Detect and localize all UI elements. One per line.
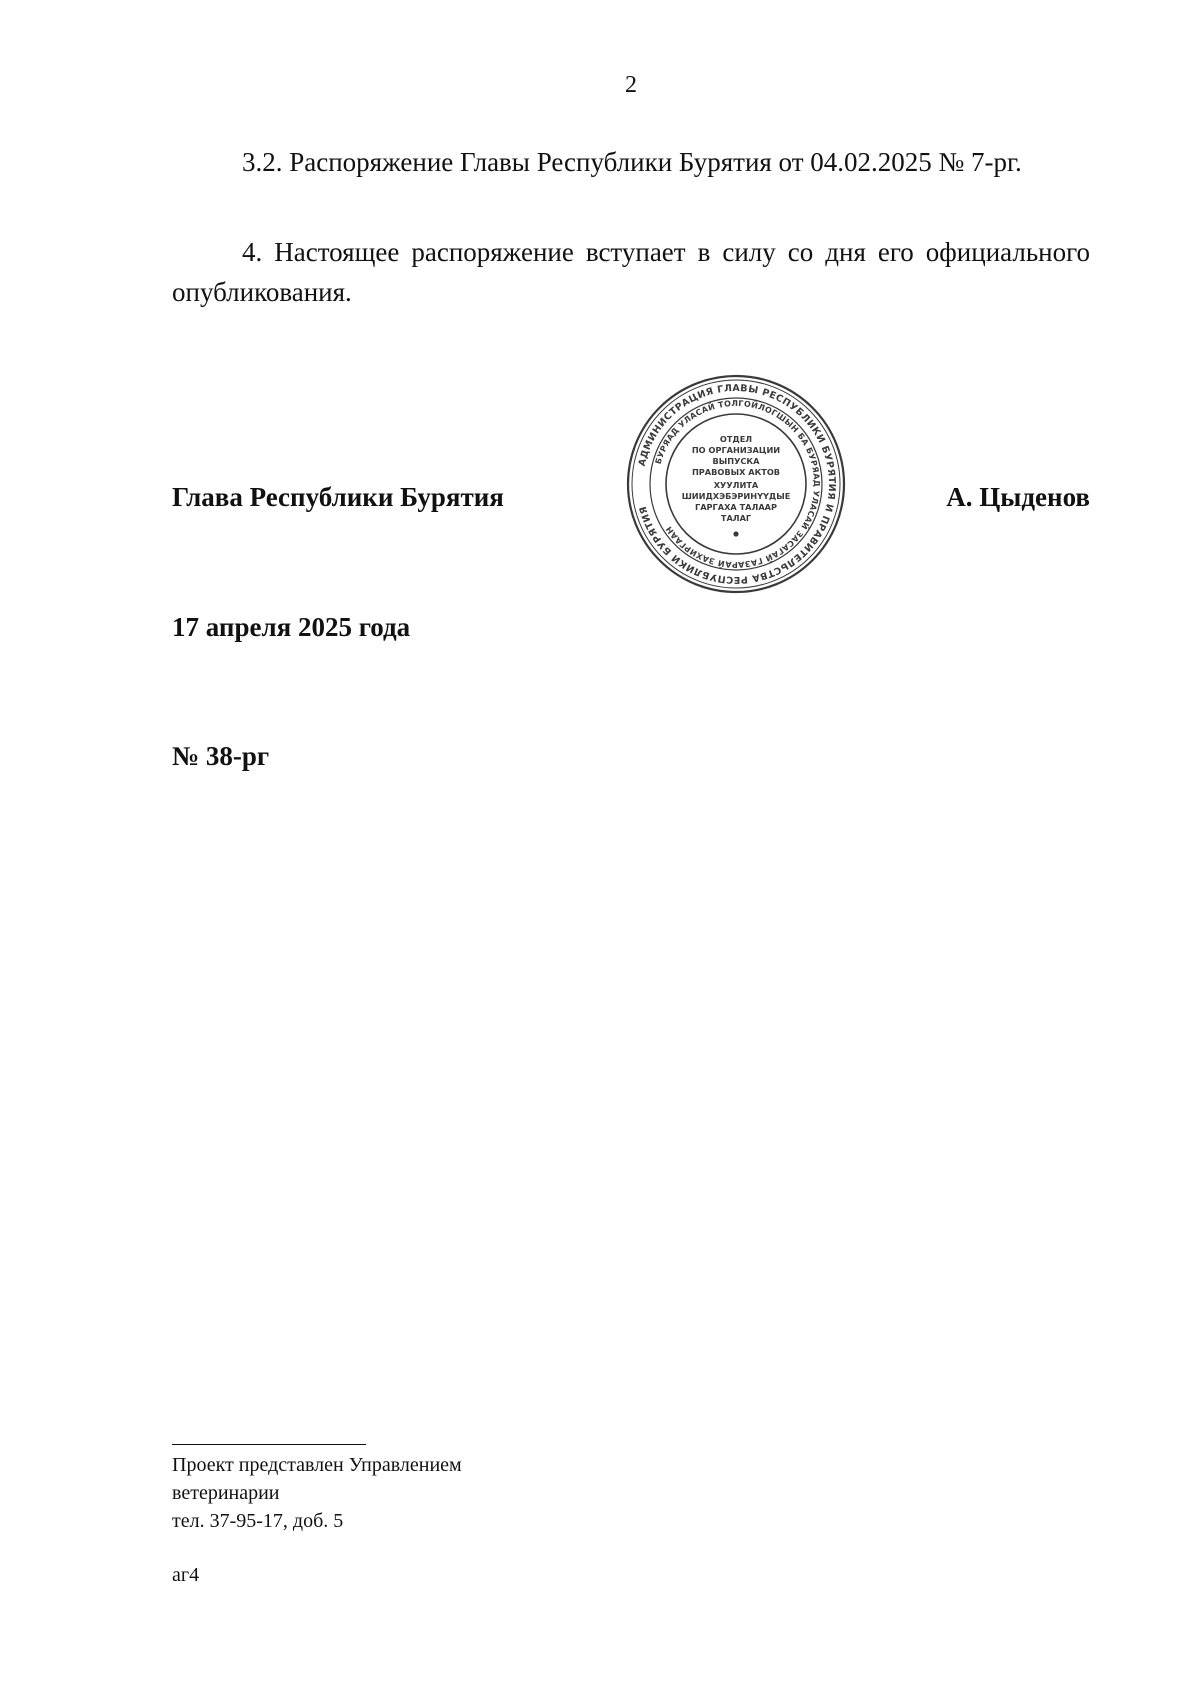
seal-center-line: ТАЛАГ xyxy=(720,513,752,523)
document-date: 17 апреля 2025 года xyxy=(172,612,411,642)
document-number: № 38-рг xyxy=(172,741,270,771)
footnote xyxy=(172,1451,462,1535)
footnote-line: Проект представлен Управлением xyxy=(172,1454,462,1476)
seal-center-line: ОТДЕЛ xyxy=(719,434,753,444)
seal-center-line: ШИИДХЭБЭРИНҮҮДЫЕ xyxy=(681,491,791,501)
seal-center-line: ПО ОРГАНИЗАЦИИ xyxy=(691,445,781,455)
seal-dot-icon xyxy=(733,531,738,536)
footnote-line: ветеринарии xyxy=(172,1482,280,1504)
seal-center-line: ХУУЛИТА xyxy=(713,480,759,490)
page-number: 2 xyxy=(625,72,637,98)
paragraph-3-2: 3.2. Распоряжение Главы Республики Бурятия от 04.02.2025 № 7-рг. xyxy=(242,147,1022,177)
signatory-name: А. Цыденов xyxy=(946,482,1090,512)
signatory-position: Глава Республики Бурятия xyxy=(172,482,504,512)
official-seal xyxy=(624,372,848,596)
footnote-divider xyxy=(172,1444,366,1445)
footnote-line: тел. 37-95-17, доб. 5 xyxy=(172,1510,344,1532)
seal-center-line: ВЫПУСКА xyxy=(712,456,760,466)
seal-center-line: ПРАВОВЫХ АКТОВ xyxy=(691,467,781,477)
document-code: аг4 xyxy=(172,1564,200,1586)
paragraph-4: 4. Настоящее распоряжение вступает в силу со дня его официального опубликования. xyxy=(172,237,1090,307)
seal-center-line: ГАРГАХА ТАЛААР xyxy=(694,502,778,512)
seal-inner-ring-text: БУРЯАД УЛАСАЙ ТОЛГОЙЛОГШЫН БА БУРЯАД УЛАСАЙ ЗАСАГАЙ ГАЗАРАЙ ЗАХИРГААН xyxy=(653,398,822,570)
seal-outer-ring-text: АДМИНИСТРАЦИЯ ГЛАВЫ РЕСПУБЛИКИ БУРЯТИЯ И ПРАВИТЕЛЬСТВА РЕСПУБЛИКИ БУРЯТИЯ xyxy=(636,382,838,586)
